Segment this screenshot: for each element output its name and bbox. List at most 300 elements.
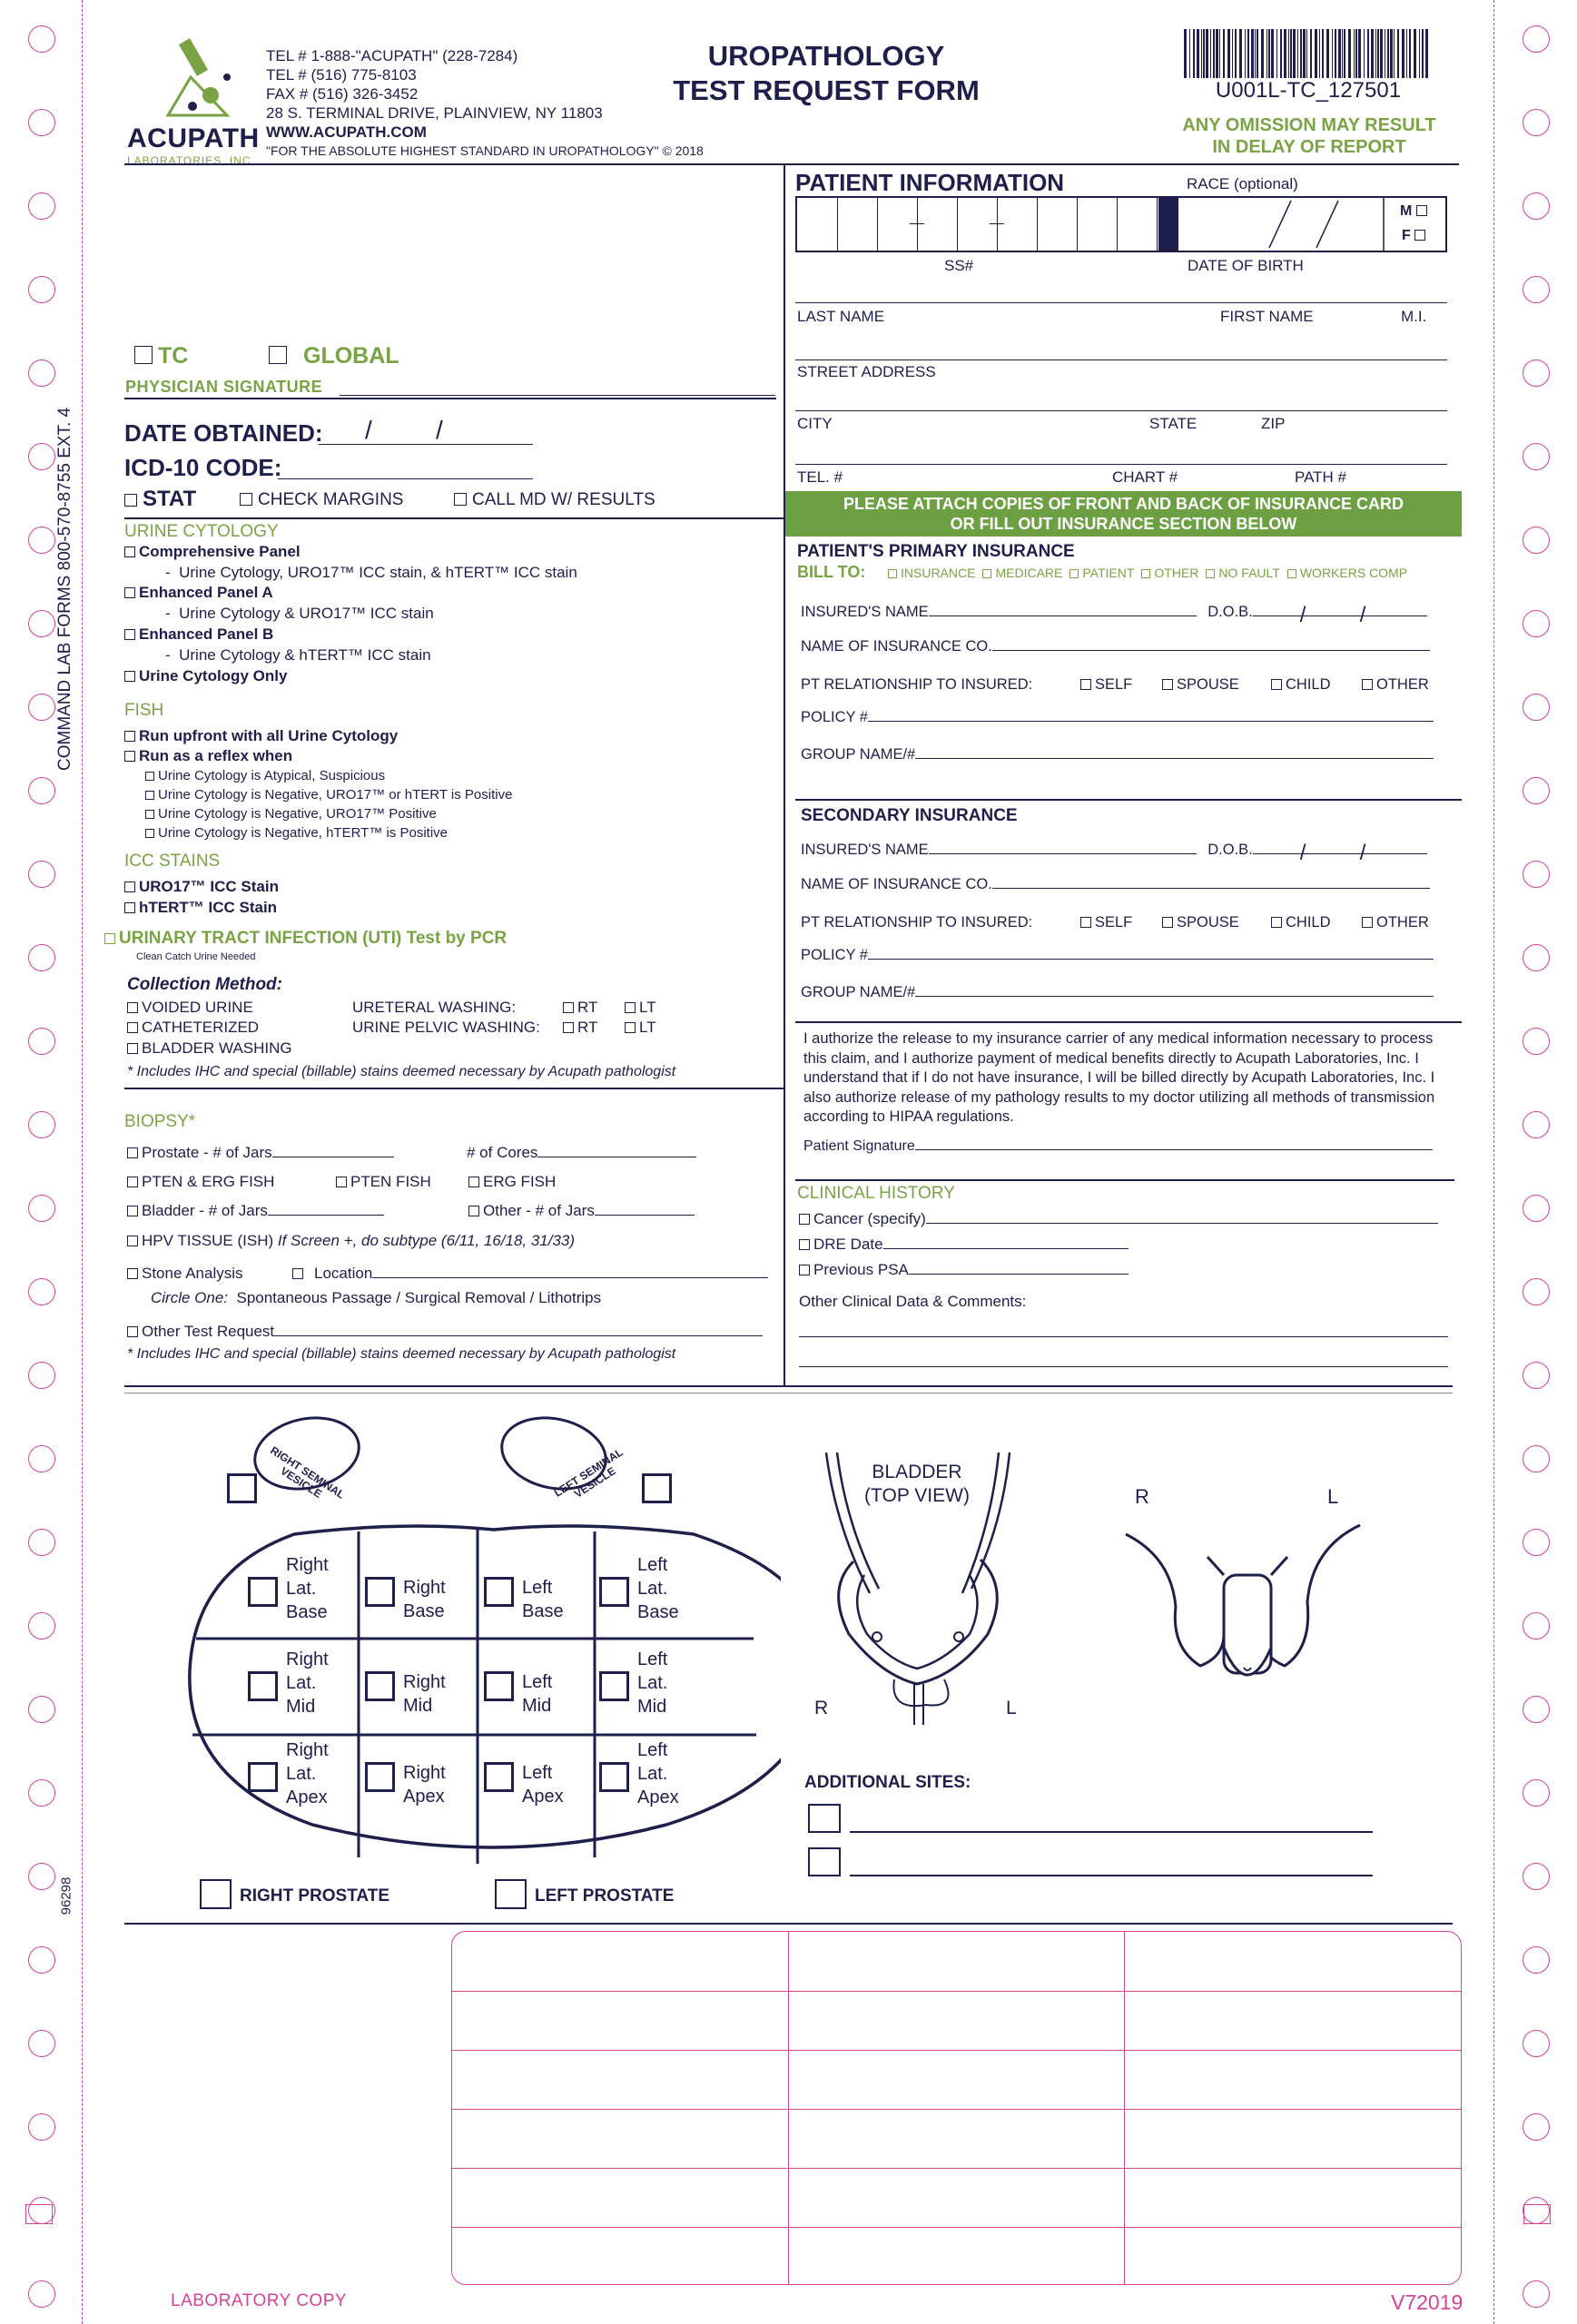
insurance-row: [801, 841, 1427, 865]
htert-checkbox[interactable]: [124, 902, 135, 913]
prostate-cell-label: Left Apex: [522, 1763, 564, 1807]
additional-site-2-checkbox[interactable]: [808, 1847, 841, 1876]
tractor-hole: [1523, 1946, 1550, 1974]
ss-cell-divider: [1077, 198, 1078, 251]
reflex-4-label: Urine Cytology is Negative, hTERT™ is Positive: [158, 825, 448, 841]
fish-upfront-checkbox[interactable]: [124, 731, 135, 742]
barcode-bar: [1409, 29, 1411, 78]
relationship-checkbox[interactable]: [1362, 917, 1373, 928]
location-option[interactable]: [292, 1265, 768, 1283]
primary-insurance-heading: PATIENT'S PRIMARY INSURANCE: [797, 542, 1075, 561]
tractor-hole: [28, 694, 55, 721]
reflex-4-checkbox[interactable]: [145, 829, 154, 838]
tractor-hole: [28, 1612, 55, 1640]
omission-notice-1: ANY OMISSION MAY RESULT: [1182, 115, 1436, 135]
right-sv-checkbox[interactable]: [227, 1473, 257, 1503]
street-label: STREET ADDRESS: [797, 363, 936, 380]
relationship-checkbox[interactable]: [1080, 679, 1091, 690]
barcode-bar: [1255, 29, 1256, 78]
call-md-option[interactable]: [454, 490, 655, 510]
bill-to-checkbox[interactable]: [1069, 569, 1079, 578]
header-website: WWW.ACUPATH.COM: [266, 123, 427, 141]
bill-to-option[interactable]: [1141, 566, 1198, 580]
ss-cell-divider: [1037, 198, 1038, 251]
prostate-cell-label: Right Base: [403, 1578, 446, 1621]
tractor-hole: [1523, 1863, 1550, 1890]
pelvic-rt-checkbox[interactable]: [563, 1022, 574, 1033]
policy-label: POLICY #: [801, 709, 868, 725]
bill-to-option[interactable]: [982, 566, 1062, 580]
barcode-bar: [1377, 29, 1379, 78]
icd-field[interactable]: [278, 478, 533, 479]
tc-checkbox[interactable]: [134, 346, 153, 364]
prostate-cell-checkbox[interactable]: [365, 1762, 395, 1792]
relationship-option-label: SPOUSE: [1177, 914, 1239, 931]
prostate-cell-label: Right Lat. Apex: [286, 1740, 329, 1807]
dre-checkbox[interactable]: [799, 1239, 810, 1250]
prostate-cell-label: Left Lat. Mid: [637, 1649, 668, 1717]
additional-site-2-field[interactable]: [850, 1875, 1373, 1876]
prostate-cell-checkbox[interactable]: [599, 1671, 629, 1701]
prostate-cell-checkbox[interactable]: [365, 1577, 395, 1607]
tractor-hole: [28, 527, 55, 554]
tractor-hole: [1523, 1445, 1550, 1472]
left-prostate-checkbox[interactable]: [495, 1879, 527, 1909]
reflex-1[interactable]: [145, 768, 385, 783]
relationship-checkbox[interactable]: [1362, 679, 1373, 690]
barcode-bar: [1422, 29, 1424, 78]
tractor-hole: [28, 192, 55, 220]
fish-reflex[interactable]: [124, 747, 292, 765]
fish-heading: FISH: [124, 701, 164, 720]
collection-heading: Collection Method:: [127, 975, 282, 994]
barcode-text: U001L-TC_127501: [1215, 78, 1402, 103]
enhanced-a[interactable]: [124, 584, 273, 602]
sex-m[interactable]: [1400, 203, 1431, 220]
bill-to-checkbox[interactable]: [888, 569, 897, 578]
insured-name-field[interactable]: [929, 615, 1197, 616]
uti-note: Clean Catch Urine Needed: [136, 951, 256, 962]
prostate-cell-checkbox[interactable]: [484, 1577, 514, 1607]
uro17-stain[interactable]: [124, 878, 279, 896]
bill-to-option[interactable]: [1069, 566, 1134, 580]
hpv-checkbox[interactable]: [127, 1236, 138, 1246]
sex-f[interactable]: [1402, 228, 1429, 244]
ureteral-lt[interactable]: [625, 999, 656, 1017]
tractor-hole: [28, 1278, 55, 1305]
tc-option[interactable]: [134, 343, 188, 369]
comprehensive-checkbox[interactable]: [124, 547, 135, 557]
tel-line[interactable]: [795, 464, 1447, 465]
bill-to-option[interactable]: [1206, 566, 1279, 580]
barcode-bar: [1297, 29, 1298, 78]
barcode-bar: [1216, 29, 1218, 78]
stat-checkbox[interactable]: [124, 494, 137, 507]
barcode-bar: [1315, 29, 1317, 78]
zip-label: ZIP: [1261, 415, 1286, 432]
relationship-checkbox[interactable]: [1271, 917, 1282, 928]
bladder-jars-field[interactable]: [268, 1215, 384, 1216]
relationship-option[interactable]: [1162, 676, 1239, 694]
pten-checkbox[interactable]: [336, 1177, 347, 1187]
prostate-cell-label: Left Mid: [522, 1672, 553, 1716]
reflex-4[interactable]: [145, 825, 448, 841]
pelvic-rt-label: RT: [577, 1019, 598, 1036]
policy-field[interactable]: [868, 959, 1434, 960]
prostate-cell-label: Right Mid: [403, 1672, 446, 1716]
sex-m-checkbox[interactable]: [1416, 205, 1427, 216]
ss-cell-divider: [917, 198, 918, 251]
pten-fish[interactable]: [336, 1173, 431, 1191]
barcode-bar: [1235, 29, 1237, 78]
relationship-option[interactable]: [1271, 676, 1331, 694]
tractor-hole: [1523, 359, 1550, 387]
sex-f-checkbox[interactable]: [1414, 230, 1425, 241]
barcode-bar: [1223, 29, 1225, 78]
logo-sub: LABORATORIES, INC: [127, 154, 251, 167]
cancer-field[interactable]: [926, 1223, 1438, 1224]
cytology-only[interactable]: [124, 667, 287, 685]
additional-site-1-checkbox[interactable]: [808, 1804, 841, 1833]
enhanced-b[interactable]: [124, 625, 273, 644]
enhanced-a-label: Enhanced Panel A: [139, 584, 273, 601]
barcode-bar: [1414, 29, 1416, 78]
other-test-field[interactable]: [274, 1335, 763, 1336]
insured-dob-field[interactable]: / /: [1253, 615, 1427, 616]
insurance-row: [801, 876, 1430, 893]
dob-label: D.O.B.: [1207, 842, 1253, 858]
relationship-checkbox[interactable]: [1080, 917, 1091, 928]
comments-line-2[interactable]: [799, 1366, 1448, 1367]
dre-field[interactable]: [883, 1248, 1129, 1249]
perforation-left: [82, 0, 83, 2324]
ss-cell-divider: [957, 198, 958, 251]
prostate-cell-checkbox[interactable]: [248, 1762, 278, 1792]
cancer-specify[interactable]: [799, 1210, 1438, 1228]
fish-upfront[interactable]: [124, 727, 398, 745]
check-margins-checkbox[interactable]: [240, 493, 252, 506]
relationship-option[interactable]: [1162, 914, 1239, 931]
global-checkbox[interactable]: [269, 346, 287, 364]
insurance-row: [801, 914, 1032, 931]
erg-fish[interactable]: [468, 1173, 556, 1191]
psa-checkbox[interactable]: [799, 1265, 810, 1275]
insurance-banner-line1: PLEASE ATTACH COPIES OF FRONT AND BACK OF INSURANCE CARD: [843, 495, 1404, 513]
other-test-checkbox[interactable]: [127, 1326, 138, 1337]
location-field[interactable]: [372, 1277, 768, 1278]
ss-cell-divider: [837, 198, 838, 251]
additional-sites-label: ADDITIONAL SITES:: [804, 1773, 971, 1792]
insured-name-label: INSURED'S NAME: [801, 604, 929, 620]
pelvic-lt-checkbox[interactable]: [625, 1022, 636, 1033]
barcode-bar: [1338, 29, 1341, 78]
grid-row-line: [452, 2109, 1462, 2110]
reflex-3[interactable]: [145, 806, 437, 822]
previous-psa[interactable]: [799, 1261, 1129, 1279]
relationship-checkbox[interactable]: [1271, 679, 1282, 690]
barcode-bar: [1322, 29, 1324, 78]
other-jars[interactable]: [468, 1202, 695, 1220]
prostate-cell-checkbox[interactable]: [248, 1671, 278, 1701]
group-field[interactable]: [915, 758, 1434, 759]
physician-signature-label: PHYSICIAN SIGNATURE: [125, 378, 323, 396]
prostate-cell-checkbox[interactable]: [484, 1671, 514, 1701]
date-obtained-field[interactable]: [319, 444, 533, 445]
bill-to-option[interactable]: [1287, 566, 1407, 580]
global-option[interactable]: [269, 343, 399, 369]
other-jars-field[interactable]: [595, 1215, 695, 1216]
first-name-label: FIRST NAME: [1220, 308, 1314, 325]
prostate-cell-checkbox[interactable]: [599, 1762, 629, 1792]
cytology-only-checkbox[interactable]: [124, 671, 135, 682]
barcode-bar: [1257, 29, 1258, 78]
insured-name-field[interactable]: [929, 853, 1197, 854]
barcode-bar: [1319, 29, 1320, 78]
circle-options[interactable]: Spontaneous Passage / Surgical Removal / Lithotrips: [236, 1289, 602, 1306]
barcode-bar: [1189, 29, 1190, 78]
right-prostate-option[interactable]: [200, 1879, 389, 1909]
barcode-bar: [1280, 29, 1282, 78]
patient-signature-field[interactable]: [915, 1149, 1433, 1150]
stone-analysis[interactable]: [127, 1265, 243, 1283]
prostate-cell-checkbox[interactable]: [365, 1671, 395, 1701]
pelvic-rt[interactable]: [563, 1019, 597, 1037]
stone-label: Stone Analysis: [142, 1265, 243, 1282]
ureteral-washing-label: URETERAL WASHING:: [352, 999, 517, 1016]
prostate-cell-checkbox[interactable]: [248, 1577, 278, 1607]
pten-erg-checkbox[interactable]: [127, 1177, 138, 1187]
barcode-bar: [1288, 29, 1289, 78]
ureteral-rt-checkbox[interactable]: [563, 1002, 574, 1013]
prostate-cell-label: Left Lat. Apex: [637, 1740, 679, 1807]
reflex-3-checkbox[interactable]: [145, 810, 154, 819]
other-test-label: Other Test Request: [142, 1323, 275, 1340]
street-line[interactable]: [795, 359, 1447, 360]
barcode-bar: [1326, 29, 1329, 78]
ureteral-lt-checkbox[interactable]: [625, 1002, 636, 1013]
insurance-row: [801, 709, 1434, 726]
group-label: GROUP NAME/#: [801, 746, 916, 763]
enhanced-a-checkbox[interactable]: [124, 587, 135, 598]
bladder-washing[interactable]: [127, 1039, 292, 1058]
location-label: Location: [314, 1265, 373, 1282]
right-prostate-checkbox[interactable]: [200, 1879, 232, 1909]
physician-signature-field[interactable]: [340, 395, 775, 396]
bill-to-option-label: WORKERS COMP: [1299, 566, 1408, 580]
header-address: 28 S. TERMINAL DRIVE, PLAINVIEW, NY 11803: [266, 104, 603, 122]
psa-field[interactable]: [909, 1274, 1129, 1275]
comprehensive-desc: - Urine Cytology, URO17™ ICC stain, & hTERT™ ICC stain: [165, 564, 577, 581]
relationship-option[interactable]: [1080, 676, 1132, 694]
voided-urine[interactable]: [127, 999, 253, 1017]
global-label: GLOBAL: [303, 343, 399, 369]
clinical-history-heading: CLINICAL HISTORY: [797, 1184, 955, 1203]
barcode-bar: [1197, 29, 1199, 78]
relationship-option-label: CHILD: [1286, 676, 1331, 693]
stone-checkbox[interactable]: [127, 1268, 138, 1279]
chart-label: CHART #: [1112, 468, 1178, 486]
reflex-2-checkbox[interactable]: [145, 791, 154, 800]
barcode-bar: [1406, 29, 1407, 78]
tractor-hole: [28, 861, 55, 888]
specimen-label-grid[interactable]: [451, 1931, 1462, 2285]
bill-to-checkbox[interactable]: [982, 569, 991, 578]
comments-line-1[interactable]: [799, 1336, 1448, 1337]
other-test[interactable]: [127, 1323, 763, 1341]
reflex-2-label: Urine Cytology is Negative, URO17™ or hTERT is Positive: [158, 787, 513, 803]
group-label: GROUP NAME/#: [801, 984, 916, 1000]
relationship-option[interactable]: [1362, 676, 1429, 694]
grid-row-line: [452, 2168, 1462, 2169]
pten-erg-fish[interactable]: [127, 1173, 274, 1191]
barcode-bar: [1364, 29, 1365, 78]
relationship-option-label: OTHER: [1376, 676, 1429, 693]
biopsy-heading: BIOPSY*: [124, 1112, 196, 1131]
stat-label: STAT: [143, 487, 197, 511]
patient-signature[interactable]: [803, 1138, 1433, 1155]
diagram-bottom-rule: [124, 1923, 1453, 1925]
enhanced-b-checkbox[interactable]: [124, 629, 135, 640]
relationship-option[interactable]: [1080, 914, 1132, 931]
reflex-1-checkbox[interactable]: [145, 772, 154, 781]
relationship-option[interactable]: [1271, 914, 1331, 931]
other-jars-checkbox[interactable]: [468, 1206, 479, 1216]
relationship-option[interactable]: [1362, 914, 1429, 931]
anatomy-l: L: [1327, 1485, 1339, 1508]
dre-date[interactable]: [799, 1236, 1129, 1254]
erg-checkbox[interactable]: [468, 1177, 479, 1187]
tractor-hole: [1523, 276, 1550, 303]
catheterized[interactable]: [127, 1019, 259, 1037]
bill-to-options: [888, 566, 1414, 580]
biopsy-note: * Includes IHC and special (billable) stains deemed necessary by Acupath pathologist: [127, 1346, 676, 1362]
prostate-cell-label: Right Lat. Mid: [286, 1649, 329, 1717]
bill-to-checkbox[interactable]: [1287, 569, 1296, 578]
authorization-text: I authorize the release to my insurance carrier of any medical information necessary to process this claim, and I authorize payment of medical benefits directly to Acupath Laboratories, Inc. I understand that if I do not have insurance, I will be billed directly by Acupath Laboratories, Inc. I also authorize release of my pathology results to my doctor utilizing all methods of transmission according to HIPAA regulations.: [803, 1030, 1435, 1125]
acupath-logo: [127, 32, 263, 167]
bill-to-checkbox[interactable]: [1206, 569, 1215, 578]
bill-to-option[interactable]: [888, 566, 975, 580]
uti-option[interactable]: [104, 929, 507, 949]
location-checkbox[interactable]: [292, 1268, 303, 1279]
htert-stain[interactable]: [124, 899, 277, 917]
comprehensive-label: Comprehensive Panel: [139, 543, 301, 560]
call-md-checkbox[interactable]: [454, 493, 467, 506]
htert-label: hTERT™ ICC Stain: [139, 899, 278, 916]
tractor-hole: [1523, 1028, 1550, 1055]
tractor-hole: [1523, 25, 1550, 53]
prostate-cell-checkbox[interactable]: [599, 1577, 629, 1607]
barcode-bar: [1276, 29, 1277, 78]
barcode-bar: [1335, 29, 1336, 78]
bladder-jars-checkbox[interactable]: [127, 1206, 138, 1216]
hpv-tissue[interactable]: [127, 1232, 575, 1250]
city-line[interactable]: [795, 410, 1447, 411]
insurance-co-field[interactable]: [992, 888, 1430, 889]
prostate-checkbox[interactable]: [127, 1147, 138, 1158]
signature-rule: [124, 398, 776, 399]
insured-dob-field[interactable]: / /: [1253, 853, 1427, 854]
barcode-bar: [1290, 29, 1292, 78]
barcode-bar: [1303, 29, 1306, 78]
barcode-bar: [1201, 29, 1202, 78]
barcode: [1184, 29, 1433, 78]
reflex-2[interactable]: [145, 787, 512, 803]
barcode-bar: [1387, 29, 1389, 78]
uro17-label: URO17™ ICC Stain: [139, 878, 279, 895]
tractor-hole: [28, 1445, 55, 1472]
pelvic-lt[interactable]: [625, 1019, 656, 1037]
left-prostate-option[interactable]: [495, 1879, 674, 1909]
insured-name-label: INSURED'S NAME: [801, 842, 929, 858]
tractor-hole: [1523, 1696, 1550, 1723]
ss-dash: [910, 223, 924, 224]
uro17-checkbox[interactable]: [124, 881, 135, 892]
bill-to-label: BILL TO:: [797, 563, 866, 581]
relationship-option-label: SELF: [1095, 676, 1133, 693]
circle-label: Circle One:: [151, 1289, 229, 1306]
prostate-jars[interactable]: [127, 1144, 394, 1162]
side-form-number: 96298: [58, 1876, 74, 1915]
patient-info-heading: PATIENT INFORMATION: [795, 169, 1065, 196]
path-label: PATH #: [1295, 468, 1346, 486]
voided-checkbox[interactable]: [127, 1002, 138, 1013]
barcode-bar: [1344, 29, 1345, 78]
relationship-label: PT RELATIONSHIP TO INSURED:: [801, 676, 1033, 693]
policy-field[interactable]: [868, 721, 1434, 722]
relationship-option-label: CHILD: [1286, 914, 1331, 931]
bill-to-checkbox[interactable]: [1141, 569, 1150, 578]
cath-checkbox[interactable]: [127, 1022, 138, 1033]
bladder-jars[interactable]: [127, 1202, 384, 1220]
left-sv-checkbox[interactable]: [642, 1473, 672, 1503]
comprehensive-panel[interactable]: [124, 543, 301, 561]
tractor-hole: [28, 1946, 55, 1974]
relationship-checkbox[interactable]: [1162, 917, 1173, 928]
pten-erg-label: PTEN & ERG FISH: [142, 1173, 275, 1190]
additional-site-1-field[interactable]: [850, 1831, 1373, 1833]
fish-reflex-checkbox[interactable]: [124, 751, 135, 762]
form-title-1: UROPATHOLOGY: [707, 40, 945, 72]
cancer-checkbox[interactable]: [799, 1214, 810, 1225]
policy-label: POLICY #: [801, 947, 868, 963]
check-margins-option[interactable]: [240, 490, 403, 510]
bladder-wash-checkbox[interactable]: [127, 1043, 138, 1054]
cores-field-group: [467, 1144, 696, 1162]
reflex-3-label: Urine Cytology is Negative, URO17™ Positive: [158, 806, 437, 822]
tractor-hole: [28, 1696, 55, 1723]
tractor-hole: [28, 1362, 55, 1389]
stat-option[interactable]: [124, 487, 196, 512]
group-field[interactable]: [915, 996, 1434, 997]
prostate-cell-checkbox[interactable]: [484, 1762, 514, 1792]
name-line[interactable]: [795, 302, 1447, 303]
insurance-row: [801, 603, 1427, 627]
insurance-co-field[interactable]: [992, 650, 1430, 651]
header-tagline: "FOR THE ABSOLUTE HIGHEST STANDARD IN UROPATHOLOGY" © 2018: [266, 143, 704, 158]
ureteral-lt-label: LT: [639, 999, 656, 1016]
uti-checkbox[interactable]: [104, 933, 115, 944]
barcode-bar: [1332, 29, 1333, 78]
reflex-1-label: Urine Cytology is Atypical, Suspicious: [158, 768, 386, 783]
omission-notice-2: IN DELAY OF REPORT: [1212, 137, 1406, 157]
dre-label: DRE Date: [813, 1236, 883, 1253]
enhanced-a-desc: - Urine Cytology & URO17™ ICC stain: [165, 605, 434, 622]
relationship-checkbox[interactable]: [1162, 679, 1173, 690]
sex-m-label: M: [1400, 203, 1413, 219]
ureteral-rt[interactable]: [563, 999, 597, 1017]
ss-dob-box[interactable]: [795, 196, 1447, 252]
